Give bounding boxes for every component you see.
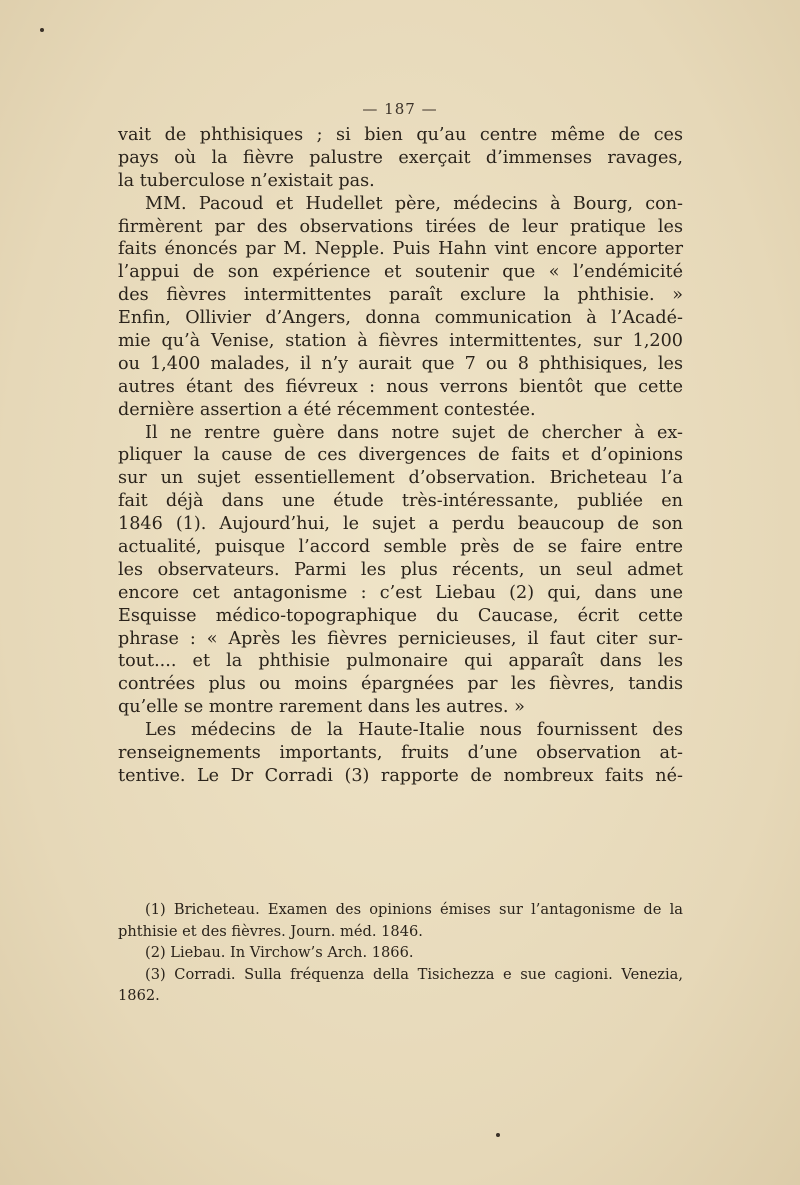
text-line: la tuberculose n’existait pas. [118,170,375,191]
text-line: encore cet antagonisme : c’est Liebau (2) qui, dans une [118,582,683,603]
text-line: Esquisse médico-topographique du Caucase, écrit cette [118,605,683,626]
text-line: phrase : « Après les fièvres pernicieuses, il faut citer sur- [118,628,683,649]
text-line: tout.... et la phthisie pulmonaire qui apparaît dans les [118,651,683,672]
text-line: actualité, puisque l’accord semble près de se faire entre [118,537,683,558]
text-line: Enfin, Ollivier d’Angers, donna communication à l’Acadé- [118,308,683,329]
footnote-line: 1862. [118,987,160,1005]
text-line: faits énoncés par M. Nepple. Puis Hahn vint encore apporter [118,239,683,260]
text-line: l’appui de son expérience et soutenir que « l’endémicité [118,262,683,283]
text-line: tentive. Le Dr Corradi (3) rapporte de nombreux faits né- [118,765,683,786]
text-line: firmèrent par des observations tirées de leur pratique les [118,216,683,237]
text-line: vait de phthisiques ; si bien qu’au centre même de ces [118,125,683,145]
text-line: MM. Pacoud et Hudellet père, médecins à Bourg, con- [145,193,683,214]
footnote-line: (2) Liebau. In Virchow’s Arch. 1866. [145,944,414,962]
text-line: les observateurs. Parmi les plus récents, un seul admet [118,559,683,580]
text-line: renseignements importants, fruits d’une observation at- [118,743,683,764]
text-line: Les médecins de la Haute-Italie nous fournissent des [145,720,683,741]
footnote-line: (3) Corradi. Sulla fréquenza della Tisichezza e sue cagioni. Venezia, [145,965,683,983]
text-line: ou 1,400 malades, il n’y aurait que 7 ou 8 phthisiques, les [118,353,683,374]
text-line: mie qu’à Venise, station à fièvres intermittentes, sur 1,200 [118,331,683,352]
text-line: qu’elle se montre rarement dans les autres. » [118,697,525,718]
text-line: sur un sujet essentiellement d’observation. Bricheteau l’a [118,468,683,489]
footnote-line: (1) Bricheteau. Examen des opinions émises sur l’antagonisme de la [145,901,683,918]
text-line: 1846 (1). Aujourd’hui, le sujet a perdu beaucoup de son [118,514,683,535]
footnotes [118,899,683,1007]
ink-speck [40,28,44,32]
text-line: des fièvres intermittentes paraît exclure la phthisie. » [118,285,683,306]
main-text [118,124,683,788]
text-line: autres étant des fiévreux : nous verrons bientôt que cette [118,376,683,397]
text-line: Il ne rentre guère dans notre sujet de chercher à ex- [145,422,683,443]
text-line: pliquer la cause de ces divergences de faits et d’opinions [118,445,683,466]
text-line: contrées plus ou moins épargnées par les fièvres, tandis [118,674,683,695]
text-line: fait déjà dans une étude très-intéressante, publiée en [118,491,683,512]
text-line: dernière assertion a été récemment contestée. [118,399,536,420]
footnote-line: phthisie et des fièvres. Journ. méd. 1846. [118,922,423,940]
page-number: — 187 — [362,100,438,118]
text-line: pays où la fièvre palustre exerçait d’immenses ravages, [118,147,683,168]
ink-speck [496,1133,500,1137]
